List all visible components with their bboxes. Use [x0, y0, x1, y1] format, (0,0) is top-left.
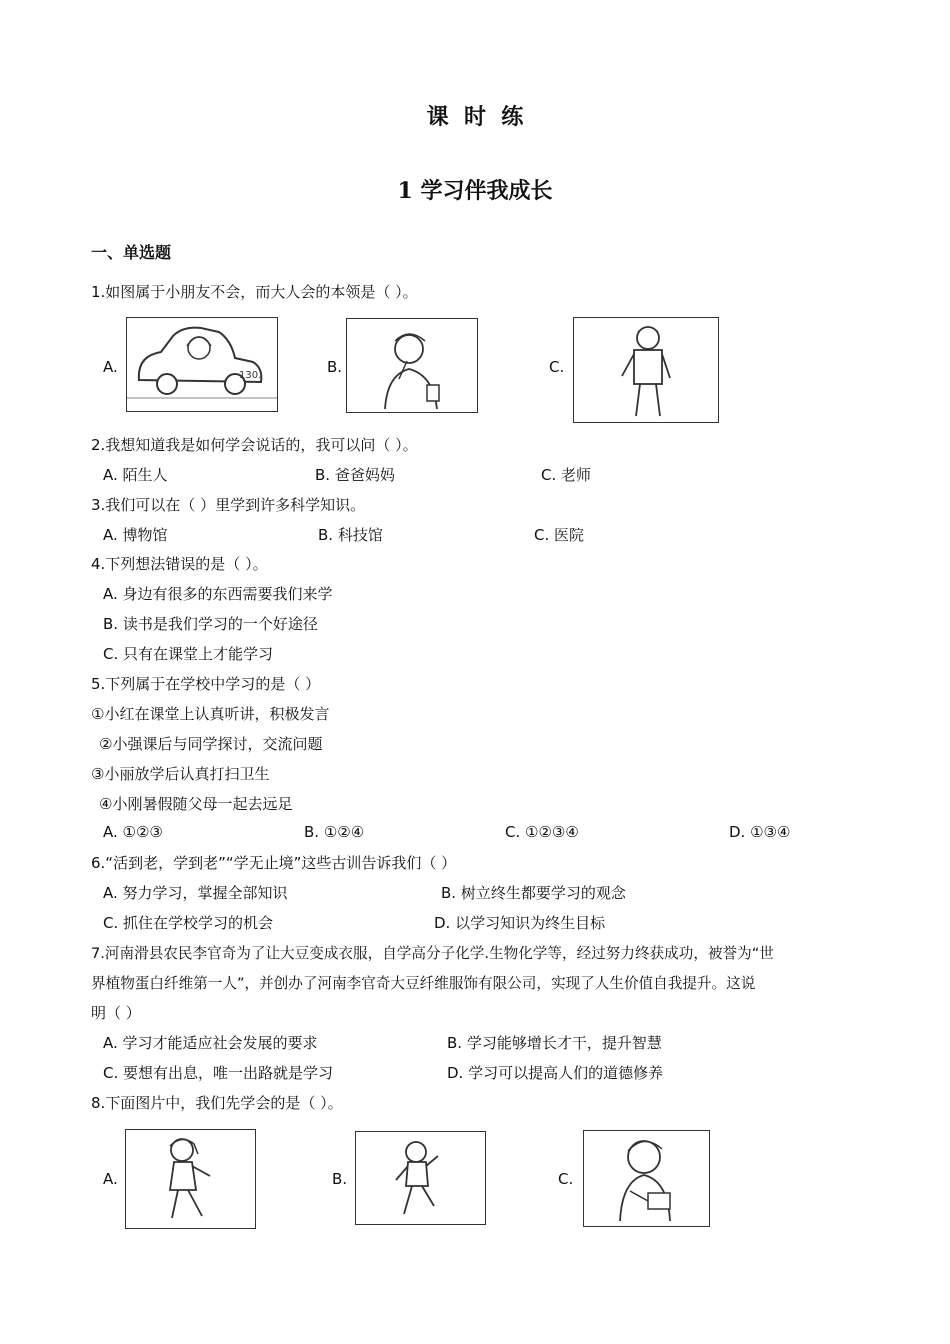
- q7-option-b[interactable]: B. 学习能够增长才干，提升智慧: [447, 1034, 662, 1052]
- question-6-stem: 6.“活到老，学到老”“学无止境”这些古训告诉我们（ ）: [91, 854, 457, 872]
- q5-option-c[interactable]: C. ①②③④: [505, 823, 579, 841]
- section-heading: 一、单选题: [91, 243, 172, 262]
- q8-option-b-image[interactable]: [355, 1131, 486, 1225]
- q1-option-a-label: A.: [103, 358, 118, 376]
- lesson-title: 1 学习伴我成长: [397, 178, 553, 204]
- q1-option-a-image[interactable]: [126, 317, 278, 412]
- q8-option-a-image[interactable]: [125, 1129, 256, 1229]
- q4-option-c[interactable]: C. 只有在课堂上才能学习: [103, 645, 274, 663]
- q5-statement-3: ③小丽放学后认真打扫卫生: [91, 765, 270, 783]
- q2-option-c[interactable]: C. 老师: [541, 466, 592, 484]
- page-title: 课 时 练: [426, 104, 524, 130]
- q8-option-a-label: A.: [103, 1170, 118, 1188]
- q5-option-a[interactable]: A. ①②③: [103, 823, 163, 841]
- q5-statement-2: ②小强课后与同学探讨，交流问题: [99, 735, 323, 753]
- q2-option-b[interactable]: B. 爸爸妈妈: [315, 466, 395, 484]
- q6-option-a[interactable]: A. 努力学习，掌握全部知识: [103, 884, 288, 902]
- question-7-line-1: 7.河南滑县农民李官奇为了让大豆变成衣服，自学高分子化学.生物化学等，经过努力终获成功，被誉为“世: [91, 945, 774, 962]
- question-1-stem: 1.如图属于小朋友不会，而大人会的本领是（ ）。: [91, 283, 418, 301]
- q7-option-a[interactable]: A. 学习才能适应社会发展的要求: [103, 1034, 318, 1052]
- q4-option-a[interactable]: A. 身边有很多的东西需要我们来学: [103, 585, 333, 603]
- question-3-stem: 3.我们可以在（ ）里学到许多科学知识。: [91, 496, 366, 514]
- q5-option-b[interactable]: B. ①②④: [304, 823, 365, 841]
- q6-option-d[interactable]: D. 以学习知识为终生目标: [434, 914, 606, 932]
- question-5-stem: 5.下列属于在学校中学习的是（ ）: [91, 675, 321, 693]
- q6-option-c[interactable]: C. 抓住在学校学习的机会: [103, 914, 274, 932]
- q7-option-d[interactable]: D. 学习可以提高人们的道德修养: [447, 1064, 664, 1082]
- q2-option-a[interactable]: A. 陌生人: [103, 466, 168, 484]
- question-2-stem: 2.我想知道我是如何学会说话的，我可以问（ ）。: [91, 436, 418, 454]
- q6-option-b[interactable]: B. 树立终生都要学习的观念: [441, 884, 626, 902]
- q5-statement-1: ①小红在课堂上认真听讲，积极发言: [91, 705, 330, 723]
- q8-option-c-image[interactable]: [583, 1130, 710, 1227]
- q8-option-b-label: B.: [332, 1170, 348, 1188]
- q1-option-c-label: C.: [549, 358, 565, 376]
- q7-option-c[interactable]: C. 要想有出息，唯一出路就是学习: [103, 1064, 334, 1082]
- question-7-line-2: 界植物蛋白纤维第一人”，并创办了河南李官奇大豆纤维服饰有限公司，实现了人生价值自我提升。这说: [91, 975, 756, 992]
- q4-option-b[interactable]: B. 读书是我们学习的一个好途径: [103, 615, 318, 633]
- q3-option-b[interactable]: B. 科技馆: [318, 526, 383, 544]
- q8-option-c-label: C.: [558, 1170, 574, 1188]
- q1-option-b-image[interactable]: [346, 318, 478, 413]
- question-4-stem: 4.下列想法错误的是（ ）。: [91, 555, 268, 573]
- q1-option-c-image[interactable]: [573, 317, 719, 423]
- q3-option-c[interactable]: C. 医院: [534, 526, 585, 544]
- q3-option-a[interactable]: A. 博物馆: [103, 526, 168, 544]
- question-8-stem: 8.下面图片中，我们先学会的是（ ）。: [91, 1094, 343, 1112]
- q1-option-b-label: B.: [327, 358, 343, 376]
- q5-option-d[interactable]: D. ①③④: [729, 823, 791, 841]
- q5-statement-4: ④小刚暑假随父母一起去远足: [99, 795, 293, 813]
- question-7-line-3: 明（ ）: [91, 1004, 141, 1022]
- car-plate-text: 130.: [239, 370, 262, 381]
